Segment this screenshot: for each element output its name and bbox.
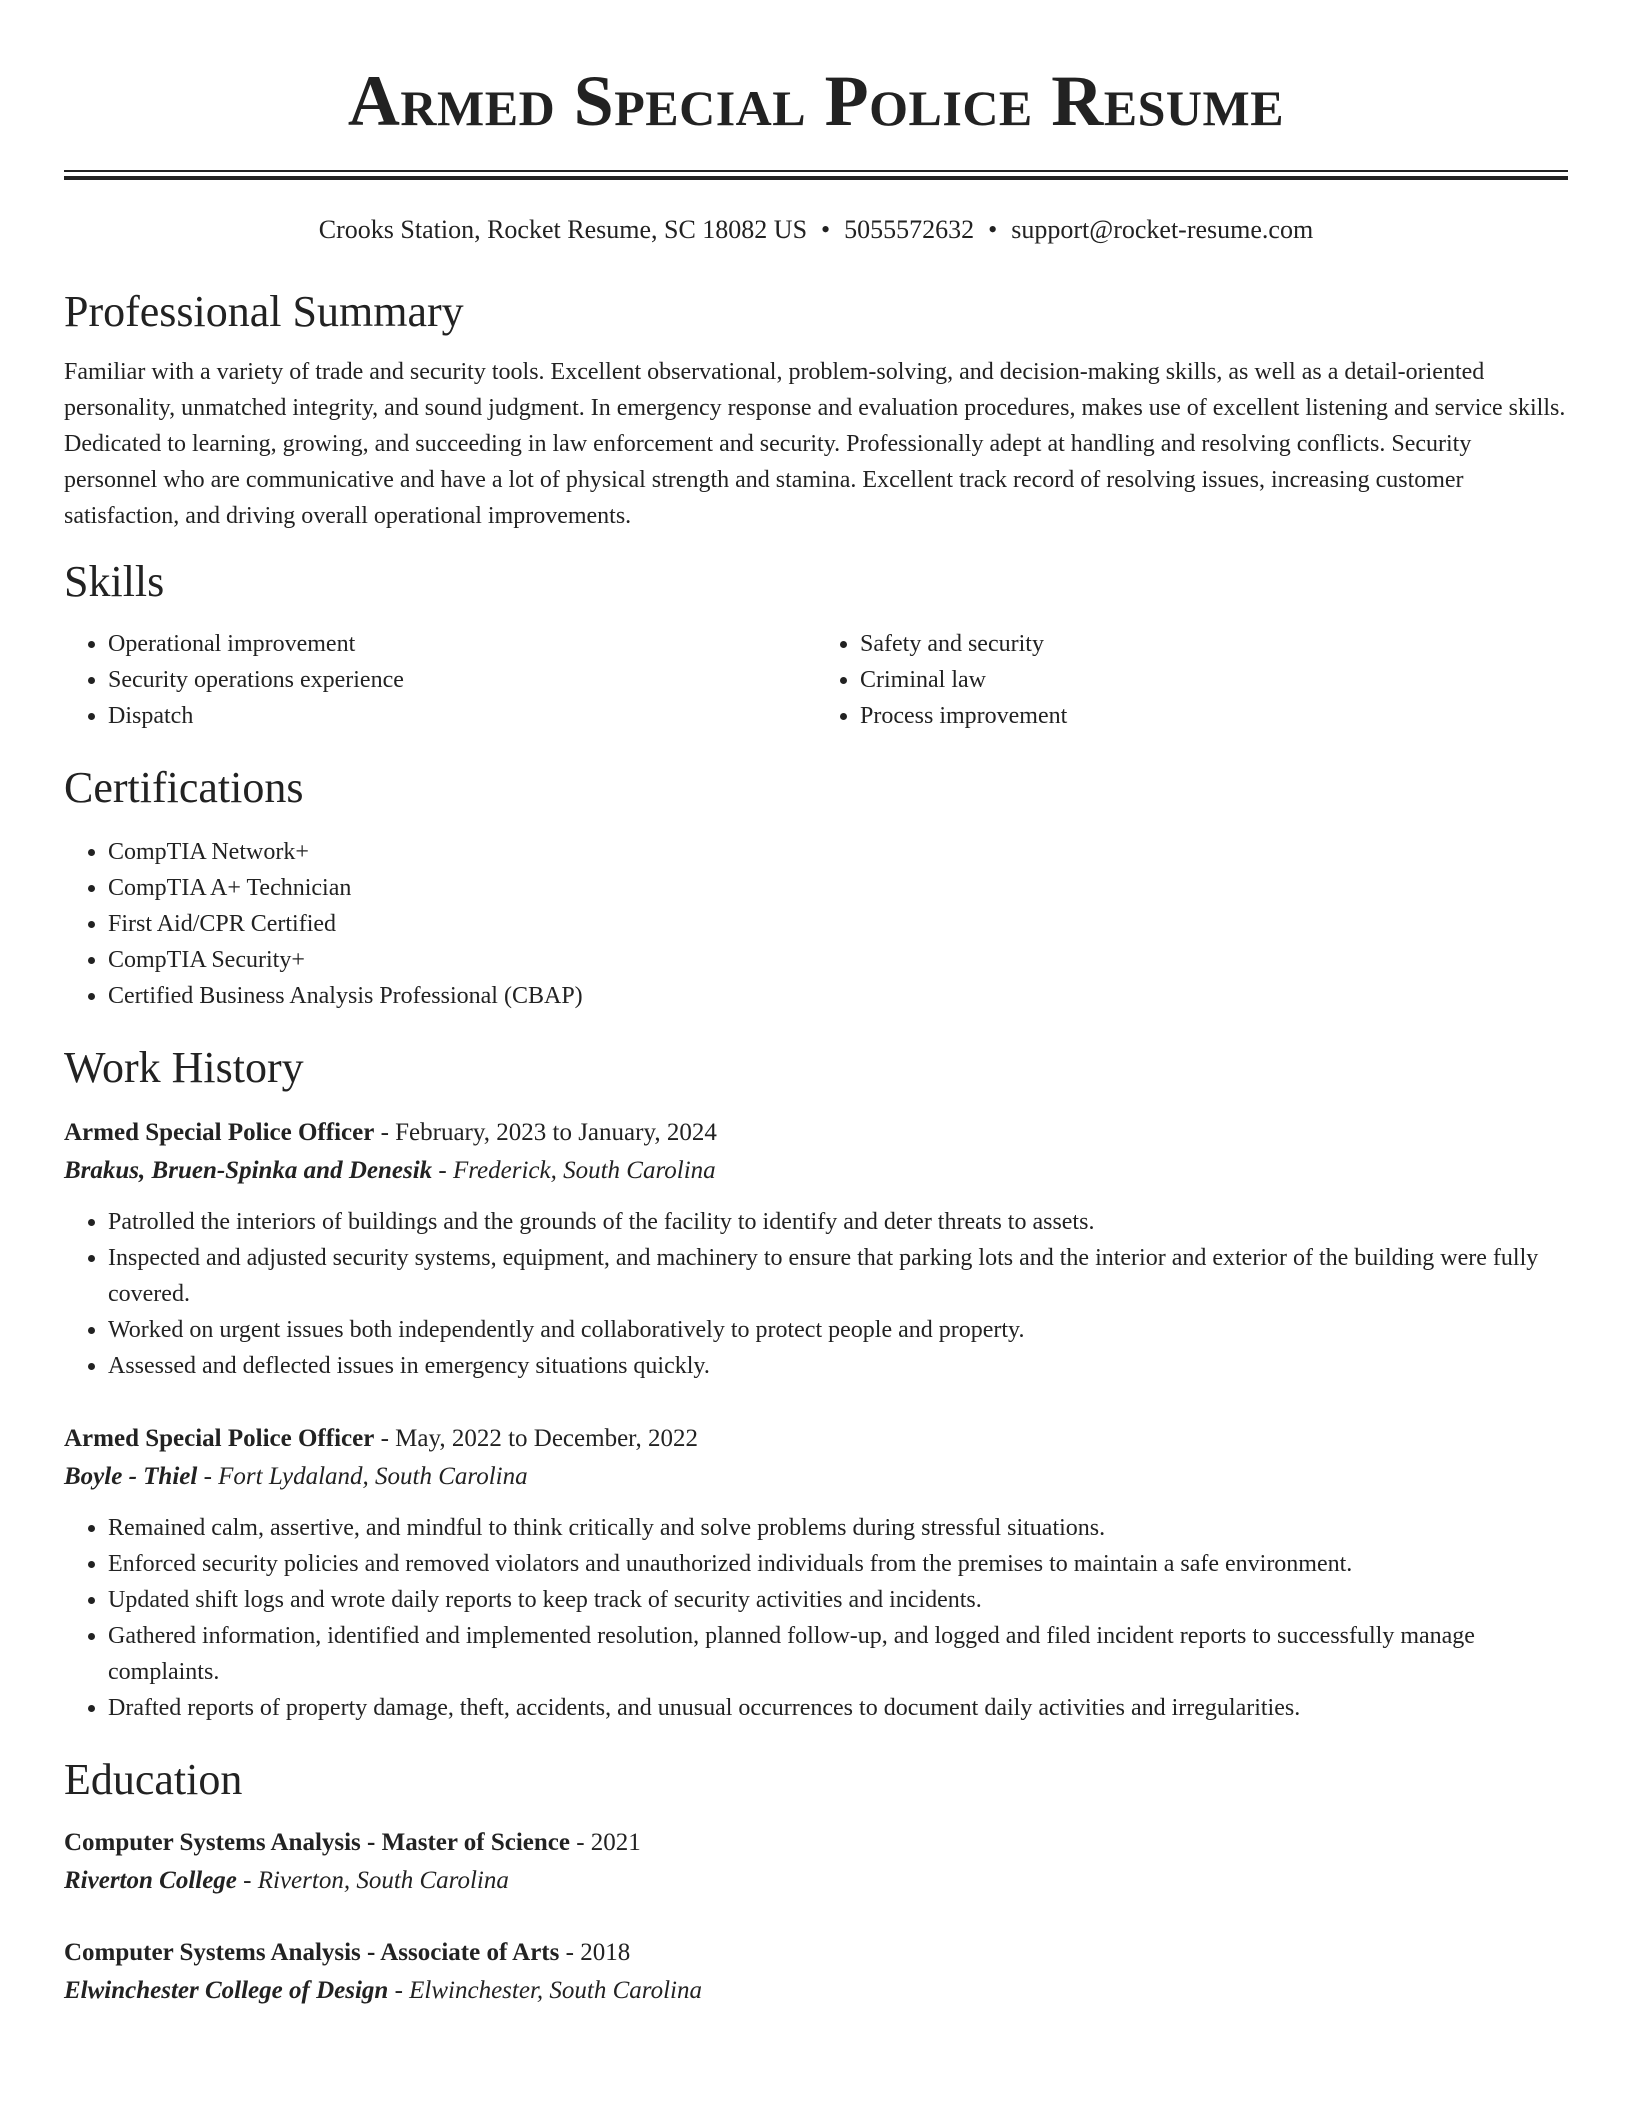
contact-separator: • <box>821 215 831 244</box>
education-school: Riverton College <box>64 1867 237 1894</box>
job-entry <box>64 1114 1568 1384</box>
contact-line <box>64 214 1568 246</box>
certification-item: • Certified Business Analysis Professional (CBAP) <box>108 978 1568 1014</box>
job-bullet: • Enforced security policies and removed violators and unauthorized individuals from the premises to maintain a safe environment. <box>108 1546 1568 1582</box>
summary-heading: Professional Summary <box>64 287 464 336</box>
skill-item: • Dispatch <box>108 698 816 734</box>
education-school-line <box>64 1862 1568 1900</box>
certification-item: • CompTIA Network+ <box>108 834 1568 870</box>
resume-title: Armed Special Police Resume <box>347 61 1285 141</box>
education-degree: Computer Systems Analysis - Master of Science <box>64 1829 570 1856</box>
job-role-line <box>64 1420 1568 1458</box>
job-bullets <box>64 1510 1568 1726</box>
job-bullet: • Drafted reports of property damage, theft, accidents, and unusual occurrences to document daily activities and irregularities. <box>108 1690 1568 1726</box>
skill-item: • Process improvement <box>860 698 1568 734</box>
job-dates: - May, 2022 to December, 2022 <box>374 1425 698 1452</box>
skill-item: • Safety and security <box>860 626 1568 662</box>
skill-item: • Criminal law <box>860 662 1568 698</box>
skill-item: • Operational improvement <box>108 626 816 662</box>
job-bullets <box>64 1204 1568 1384</box>
job-title: Armed Special Police Officer <box>64 1119 375 1146</box>
job-bullet: • Remained calm, assertive, and mindful to think critically and solve problems during stressful situations. <box>108 1510 1568 1546</box>
skills-list-left <box>64 626 816 734</box>
certifications-list <box>64 834 1568 1014</box>
contact-separator: • <box>988 215 998 244</box>
contact-phone: 5055572632 <box>844 215 975 244</box>
job-company-line <box>64 1458 1568 1496</box>
title-divider <box>64 170 1568 180</box>
skills-heading: Skills <box>64 557 165 606</box>
certification-item: • CompTIA Security+ <box>108 942 1568 978</box>
job-bullet: • Assessed and deflected issues in emergency situations quickly. <box>108 1348 1568 1384</box>
job-bullet: • Gathered information, identified and implemented resolution, planned follow-up, and logged and filed incident reports to successfully manage complaints. <box>108 1618 1568 1690</box>
job-company: Brakus, Bruen-Spinka and Denesik <box>64 1157 433 1184</box>
education-location: - Riverton, South Carolina <box>236 1867 509 1894</box>
skill-item: • Security operations experience <box>108 662 816 698</box>
education-year: - 2021 <box>569 1829 641 1856</box>
skills-list-right <box>816 626 1568 734</box>
job-bullet: • Updated shift logs and wrote daily reports to keep track of security activities and incidents. <box>108 1582 1568 1618</box>
skills-columns <box>64 626 1568 734</box>
contact-email: support@rocket-resume.com <box>1011 215 1314 244</box>
job-entry <box>64 1420 1568 1726</box>
education-entry <box>64 1824 1568 1900</box>
certification-item: • CompTIA A+ Technician <box>108 870 1568 906</box>
job-bullet: • Inspected and adjusted security systems, equipment, and machinery to ensure that parking lots and the interior and exterior of the building were fully covered. <box>108 1240 1568 1312</box>
job-location: - Frederick, South Carolina <box>432 1157 716 1184</box>
job-title: Armed Special Police Officer <box>64 1425 375 1452</box>
job-location: - Fort Lydaland, South Carolina <box>197 1463 528 1490</box>
work-history-heading: Work History <box>64 1043 304 1092</box>
education-degree: Computer Systems Analysis - Associate of Arts <box>64 1939 560 1966</box>
education-degree-line <box>64 1934 1568 1972</box>
job-bullet: • Patrolled the interiors of buildings and the grounds of the facility to identify and deter threats to assets. <box>108 1204 1568 1240</box>
education-school: Elwinchester College of Design <box>64 1977 389 2004</box>
job-company-line <box>64 1152 1568 1190</box>
summary-text: Familiar with a variety of trade and security tools. Excellent observational, problem-solving, and decision-making skills, as well as a detail-oriented personality, unmatched integrity, and sound judgment. In emergency response and evaluation procedures, makes use of excellent listening and service skills. Dedicated to learning, growing, and succeeding in law enforcement and security. Professionally adept at handling and resolving conflicts. Security personnel who are communicative and have a lot of physical strength and stamina. Excellent track record of resolving issues, increasing customer satisfaction, and driving overall operational improvements. <box>64 359 1566 529</box>
certification-item: • First Aid/CPR Certified <box>108 906 1568 942</box>
education-year: - 2018 <box>559 1939 631 1966</box>
education-entry <box>64 1934 1568 2010</box>
contact-address: Crooks Station, Rocket Resume, SC 18082 US <box>318 215 808 244</box>
education-heading: Education <box>64 1755 243 1804</box>
job-company: Boyle - Thiel <box>64 1463 198 1490</box>
job-dates: - February, 2023 to January, 2024 <box>374 1119 717 1146</box>
education-degree-line <box>64 1824 1568 1862</box>
job-role-line <box>64 1114 1568 1152</box>
education-school-line <box>64 1972 1568 2010</box>
education-location: - Elwinchester, South Carolina <box>388 1977 702 2004</box>
job-bullet: • Worked on urgent issues both independently and collaboratively to protect people and property. <box>108 1312 1568 1348</box>
certifications-heading: Certifications <box>64 763 304 812</box>
